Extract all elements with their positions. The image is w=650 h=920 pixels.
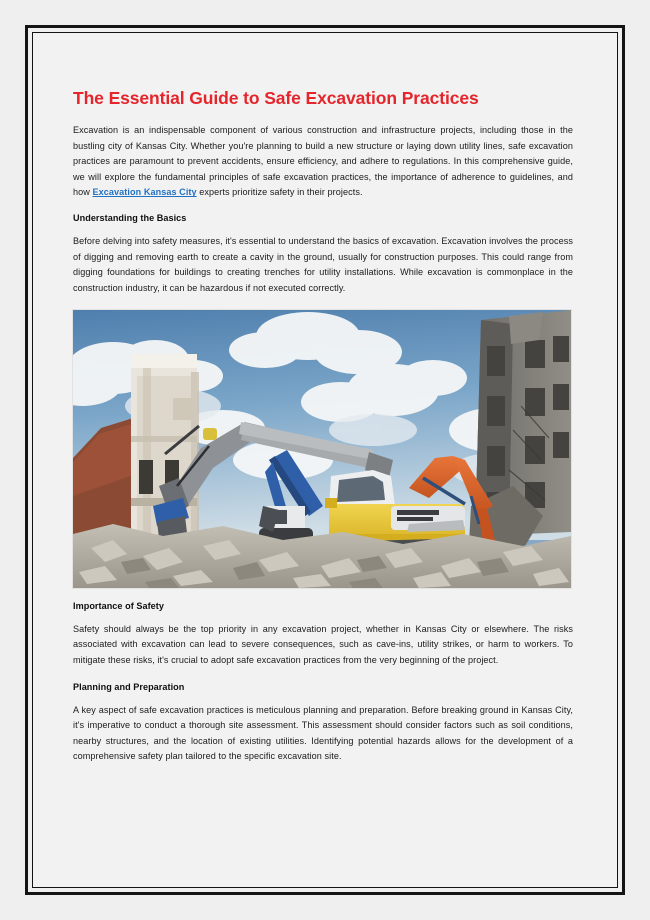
- intro-text-after-link: experts prioritize safety in their projects.: [196, 187, 363, 198]
- excavation-site-photo: [73, 310, 571, 588]
- page-border-outer: [25, 25, 625, 895]
- paragraph-importance-of-safety: Safety should always be the top priority in any excavation project, whether in Kansas City or elsewhere. The risks associated with excavation can lead to severe consequences, such as cave-ins, utility strikes, or harm to workers. To mitigate these risks, it's crucial to adopt safe excavation practices from the very beginning of the project.: [73, 623, 573, 665]
- paragraph-understanding-the-basics: Before delving into safety measures, it's essential to understand the basics of excavation. Excavation involves the process of digging and removing earth to create a cavity in the ground, usually for construction purposes. This could range from digging foundations for buildings to creating trenches for utility installations. While excavation is commonplace in the construction industry, it can be hazardous if not executed correctly.: [73, 236, 573, 293]
- page-border-inner: [32, 32, 618, 888]
- page-title: The Essential Guide to Safe Excavation Practices: [73, 88, 479, 108]
- excavation-kansas-city-link[interactable]: Excavation Kansas City: [92, 187, 197, 198]
- page-surface: [39, 39, 611, 881]
- paragraph-planning-and-preparation: A key aspect of safe excavation practices is meticulous planning and preparation. Before breaking ground in Kansas City, it's imperative to conduct a thorough site assessment. This assessment should consider factors such as soil conditions, nearby structures, and the location of existing utilities. Identifying potential hazards allows for the development of a comprehensive safety plan tailored to the specific excavation site.: [73, 704, 573, 762]
- intro-text-before-link: Excavation is an indispensable component of various construction and infrastructure projects, including those in the bustling city of Kansas City. Whether you're planning to build a new structure or laying down utility lines, safe excavation practices are paramount to prevent accidents, ensure efficiency, and adhere to regulations. In this comprehensive guide, we will explore the fundamental principles of safe excavation practices, the importance of adherence to guidelines, and how: [73, 124, 573, 198]
- heading-planning-and-preparation: Planning and Preparation: [73, 681, 185, 692]
- excavation-site-illustration: [73, 310, 571, 588]
- intro-paragraph: [73, 123, 573, 201]
- heading-importance-of-safety: Importance of Safety: [73, 600, 164, 611]
- document-body: [73, 88, 573, 777]
- heading-understanding-the-basics: Understanding the Basics: [73, 213, 187, 224]
